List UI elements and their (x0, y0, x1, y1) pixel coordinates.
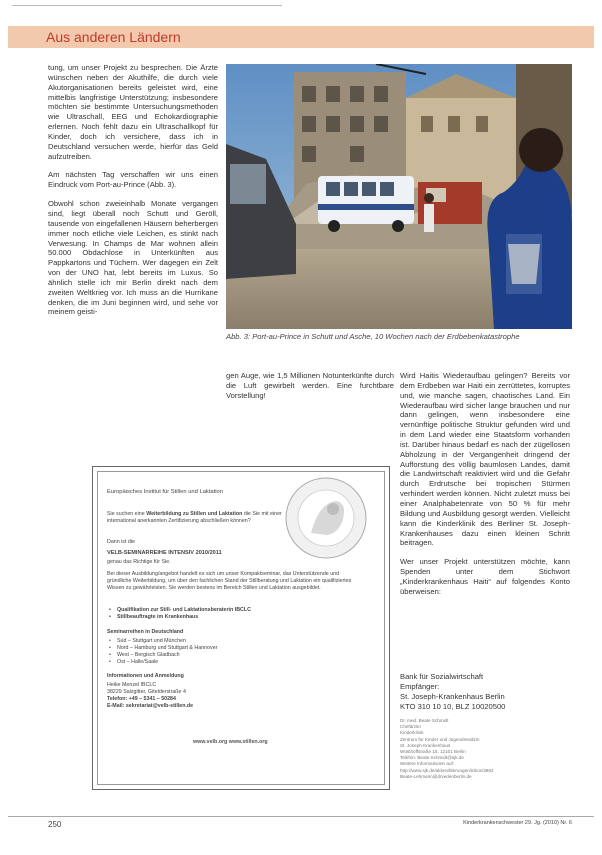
ad-question-start: Sie suchen eine (107, 511, 145, 517)
signature-line: Zentrum für Kinder und Jugendmedizin (400, 736, 480, 742)
paragraph: tung, um unser Projekt zu besprechen. Die Ärzte wünschen neben der Akuthilfe, die durch viele Akutorganisationen bereits geleistet wird, eine mittelbis langfristige Unterstützung; insbesondere möchten sie bestimmte Untersuchungsmethoden wie Ultraschall, EEG und Echokardiographie erlernen. Noch fehlt dazu ein Ultraschallkopf für Kinder, doch ich versichere, dass ich in Deutschland versuchen werde, hierfür das Geld aufzutreiben. (48, 63, 218, 161)
caption-label: Abb. 3: (226, 332, 251, 341)
bank-account: KTO 310 10 10, BLZ 10020500 (400, 701, 506, 711)
ad-contact-address: 38229 Salzgitter, Gitelderstraße 4 (107, 688, 186, 695)
section-banner (8, 26, 594, 48)
paragraph: Wird Haitis Wiederaufbau gelingen? Bereits vor dem Erdbeben war Haiti ein zerrüttetes, korruptes und, wie manche sagen, chaotisches Land. Ein Wiederaufbau wird sicher lange brauchen und nur dann gelingen, wenn insbesondere eine vernünftige politische Struktur gefunden wird und in dem Land wieder eine Staatsform vorhanden ist. Darüber hinaus bedarf es nach der zügellosen Abholzung in der Vergangenheit dringend der Aufforstung des völlig baumlosen Landes, damit die Landwirtschaft reaktiviert wird und die Gefahr durch Erdrutsche bei tropischen Stürmen verhindert werden können. Nicht zuletzt muss bei einer Analphabetenrate von 50 % für mehr Bildung und Ausbildung gesorgt werden. Vielleicht kann die Kinderklinik des Berliner St. Joseph-Krankenhauses dazu einen kleinen Schritt beitragen. (400, 371, 570, 548)
ad-contact-phone: Telefon: +49 – 5341 – 50284 (107, 695, 176, 702)
ad-question-end: die Sie mit einer international anerkannten Zertifizierung abschließen können? (107, 511, 282, 524)
ad-question (107, 511, 307, 525)
ad-dates (107, 638, 357, 666)
right-column (400, 371, 570, 606)
signature-line: Chefärztin (400, 724, 421, 730)
photo-port-au-prince (226, 64, 572, 329)
ad-qualifications (107, 607, 357, 621)
bank-details (400, 672, 570, 711)
ad-then: Dann ist die (107, 539, 135, 545)
list-item: • Nord – Hamburg und Stuttgart & Hannover (107, 645, 357, 652)
signature-line: Telefon: Beate.Schmidt@sjk.de (400, 755, 464, 761)
section-title: Aus anderen Ländern (46, 29, 181, 45)
advertisement-box (92, 466, 390, 790)
ad-contact-name: Heike Menzel IBCLC (107, 682, 157, 688)
ad-right-for-you: genau das Richtige für Sie. (107, 559, 171, 565)
ad-institute: Europäisches Institut für Stillen und Laktation (107, 489, 224, 495)
ad-website-links[interactable]: www.velb.org www.stillen.org (193, 739, 268, 745)
bank-name: Bank für Sozialwirtschaft (400, 672, 484, 681)
photo-caption (226, 332, 572, 342)
bank-recipient-label: Empfänger: (400, 681, 440, 691)
rubble-street-scene (226, 64, 572, 329)
signature-line: Beate-Lehmann@drvedenberlin.de (400, 773, 472, 779)
ad-contact (107, 682, 307, 710)
signature-line: Weitere Informationen auf: (400, 761, 455, 767)
middle-column (226, 371, 394, 410)
paragraph: Am nächsten Tag verschaffen wir uns einen Eindruck vom Port-au-Prince (Abb. 3). (48, 170, 218, 190)
signature-line: St. Joseph-Krankenhaus (400, 742, 451, 748)
paragraph: Obwohl schon zweieinhalb Monate vergangen sind, liegt überall noch Schutt und Geröll, tausende von eingefallenen Häusern beherbergen immer noch etliche viele Leichen, es stinkt nach Verwesung. In Champs de Mar wohnen allein 50.000 Obdachlose in Unterkünften aus Pappkartons und Tüchern. Wer dagegen ein Zelt von der UNO hat, lebt bereits im Luxus. So ähnlich stelle ich mir Berlin direkt nach dem zweiten Weltkrieg vor. Ich muss an die Hurrikane denken, die im Juni beginnen wird, und sehe vor meinem geisti- (48, 199, 218, 317)
author-signature (400, 718, 570, 780)
ad-info-heading: Informationen und Anmeldung (107, 673, 184, 679)
journal-reference: Kinderkrankenschwester 29. Jg. (2010) Nr. 6 (463, 820, 572, 826)
left-column (48, 63, 218, 326)
paragraph: gen Auge, wie 1,5 Millionen Notunterkünfte durch die Luft gewirbelt werden. Eine furchtbare Vorstellung! (226, 371, 394, 400)
ad-question-bold: Weiterbildung zu Stillen und Laktation (146, 511, 243, 517)
ad-body: Bei dieser Ausbildung/angebot handelt es sich um unser Kompaktseminar, das Unterstützende und gründliche Weiterbildung, um über den fachlichen Stand der Stillberatung und Laktation ein qualifiziertes Wissen zu gewährleisten. Sie werden bestens im Bereich Stillen und Laktation ausgebildet. (107, 571, 352, 591)
footer-rule (8, 816, 594, 817)
bank-recipient: St. Joseph-Krankenhaus Berlin (400, 691, 505, 701)
list-item: • Süd – Stuttgart und München (107, 638, 357, 645)
ad-dates-heading: Seminarreihen in Deutschland (107, 629, 184, 635)
page-number: 250 (48, 820, 62, 829)
ad-series-title: VELB-SEMINARREIHE INTENSIV 2010/2011 (107, 550, 222, 556)
list-item: • Qualifikation zur Still- und Laktationsberaterin IBCLC (107, 607, 357, 614)
caption-text: Port-au-Prince in Schutt und Asche, 10 Wochen nach der Erdbebenkatastrophe (252, 332, 520, 341)
signature-line: Wüsthoffstraße 15, 12101 Berlin (400, 749, 466, 755)
list-item: • Stillbeauftragte im Krankenhaus (107, 614, 357, 621)
signature-line: http://www.sjk.de/akkreditierungen/inbox/3882 (400, 767, 494, 773)
top-rule (12, 5, 282, 6)
ad-contact-email: E-Mail: sekretariat@velb-stillen.de (107, 702, 194, 709)
signature-line: Kinderklinik (400, 730, 424, 736)
signature-line: Dr. med. Beate Schmidt (400, 718, 449, 723)
list-item: • West – Bergisch Gladbach (107, 652, 357, 659)
list-item: • Ost – Halle/Saale (107, 659, 357, 666)
paragraph: Wer unser Projekt unterstützen möchte, kann Spenden unter dem Stichwort „Kinderkrankenhaus Haiti“ auf folgendes Konto überweisen: (400, 557, 570, 596)
